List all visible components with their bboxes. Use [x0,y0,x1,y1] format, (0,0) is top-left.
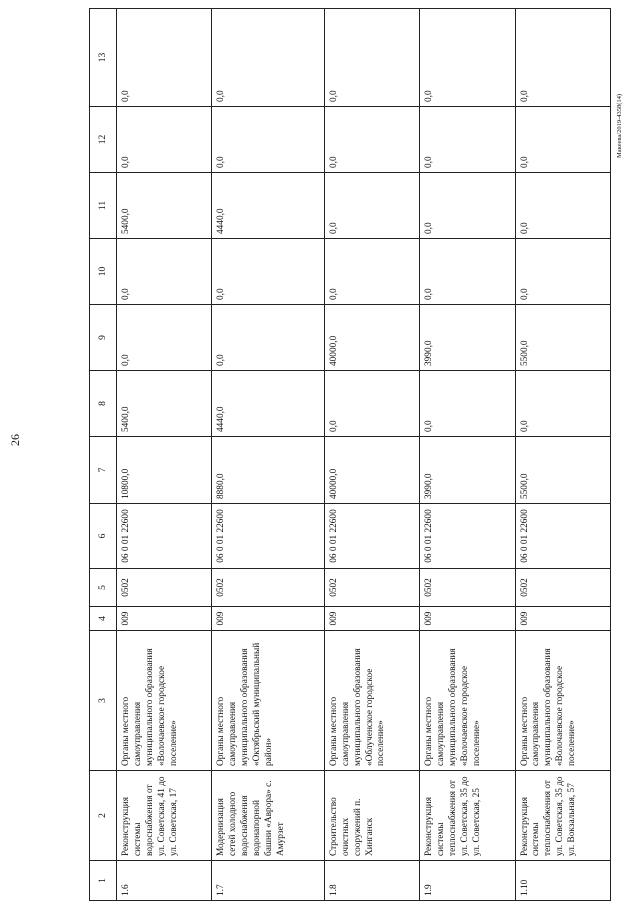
value-cell: 0,0 [212,9,324,107]
value-cell: 0,0 [212,239,324,305]
header-cell: 6 [90,504,117,569]
value-cell: 0,0 [515,107,610,173]
value-cell: 0,0 [324,371,419,437]
header-cell: 12 [90,107,117,173]
executor: Органы местного самоуправления муниципального образования «Волочаевское городское поселение» [420,631,515,771]
value-cell: 0,0 [420,173,515,239]
header-cell: 7 [90,437,117,504]
footer-code: Макеева/2019-4358(14) [616,93,623,158]
value-cell: 40000,0 [324,305,419,371]
value-cell: 0,0 [515,371,610,437]
value-cell: 4440,0 [212,173,324,239]
table-row [420,9,515,901]
header-cell: 8 [90,371,117,437]
code-cell: 06 0 01 22600 [515,504,610,569]
code-cell: 06 0 01 22600 [324,504,419,569]
value-cell: 0,0 [324,9,419,107]
code-cell: 06 0 01 22600 [212,504,324,569]
executor: Органы местного самоуправления муниципального образования «Волочаевское городское поселение» [515,631,610,771]
value-cell: 10800,0 [117,437,212,504]
value-cell: 8880,0 [212,437,324,504]
value-cell: 0,0 [117,9,212,107]
row-number: 1.6 [117,861,212,901]
code-cell: 0502 [117,569,212,607]
value-cell: 0,0 [117,239,212,305]
executor: Органы местного самоуправления муниципального образования «Облученское городское поселение» [324,631,419,771]
code-cell: 009 [515,607,610,631]
value-cell: 0,0 [324,173,419,239]
header-cell: 13 [90,9,117,107]
value-cell: 0,0 [117,305,212,371]
code-cell: 06 0 01 22600 [420,504,515,569]
table-row [212,9,324,901]
header-cell: 2 [90,771,117,861]
header-cell: 3 [90,631,117,771]
value-cell: 0,0 [117,107,212,173]
page-number: 26 [8,434,22,446]
project-name: Реконструкция системы теплоснабжения от ул. Советская, 35 до ул. Вокзальная, 57 [515,771,610,861]
header-row [90,9,117,901]
value-cell: 0,0 [212,305,324,371]
value-cell: 0,0 [420,107,515,173]
header-cell: 4 [90,607,117,631]
code-cell: 0502 [212,569,324,607]
table-row [515,9,610,901]
budget-table [89,8,611,901]
value-cell: 3990,0 [420,437,515,504]
value-cell: 0,0 [420,239,515,305]
code-cell: 009 [117,607,212,631]
row-number: 1.8 [324,861,419,901]
row-number: 1.9 [420,861,515,901]
value-cell: 0,0 [515,173,610,239]
code-cell: 009 [420,607,515,631]
project-name: Реконструкция системы теплоснабжения от ул. Советская, 35 до ул. Советская, 25 [420,771,515,861]
value-cell: 5400,0 [117,371,212,437]
value-cell: 0,0 [324,107,419,173]
header-cell: 11 [90,173,117,239]
code-cell: 0502 [420,569,515,607]
executor: Органы местного самоуправления муниципального образования «Волочаевское городское поселение» [117,631,212,771]
value-cell: 0,0 [515,9,610,107]
code-cell: 0502 [324,569,419,607]
row-number: 1.10 [515,861,610,901]
header-cell: 10 [90,239,117,305]
project-name: Модернизация сетей холодного водоснабжения водонапорной башни «Аврора» с. Амурзет [212,771,324,861]
value-cell: 0,0 [420,371,515,437]
table-row [324,9,419,901]
row-number: 1.7 [212,861,324,901]
project-name: Реконструкция системы водоснабжения от ул. Советская, 41 до ул. Советская, 17 [117,771,212,861]
value-cell: 5500,0 [515,437,610,504]
code-cell: 06 0 01 22600 [117,504,212,569]
value-cell: 0,0 [420,9,515,107]
value-cell: 4440,0 [212,371,324,437]
code-cell: 0502 [515,569,610,607]
rotated-table-wrapper [89,9,611,901]
code-cell: 009 [212,607,324,631]
header-cell: 5 [90,569,117,607]
header-cell: 9 [90,305,117,371]
project-name: Строительство очистных сооружений п. Хинганск [324,771,419,861]
code-cell: 009 [324,607,419,631]
header-cell: 1 [90,861,117,901]
value-cell: 5400,0 [117,173,212,239]
value-cell: 40000,0 [324,437,419,504]
value-cell: 5500,0 [515,305,610,371]
value-cell: 0,0 [324,239,419,305]
value-cell: 0,0 [515,239,610,305]
executor: Органы местного самоуправления муниципального образования «Октябрьский муниципальный район» [212,631,324,771]
value-cell: 3990,0 [420,305,515,371]
table-row [117,9,212,901]
value-cell: 0,0 [212,107,324,173]
